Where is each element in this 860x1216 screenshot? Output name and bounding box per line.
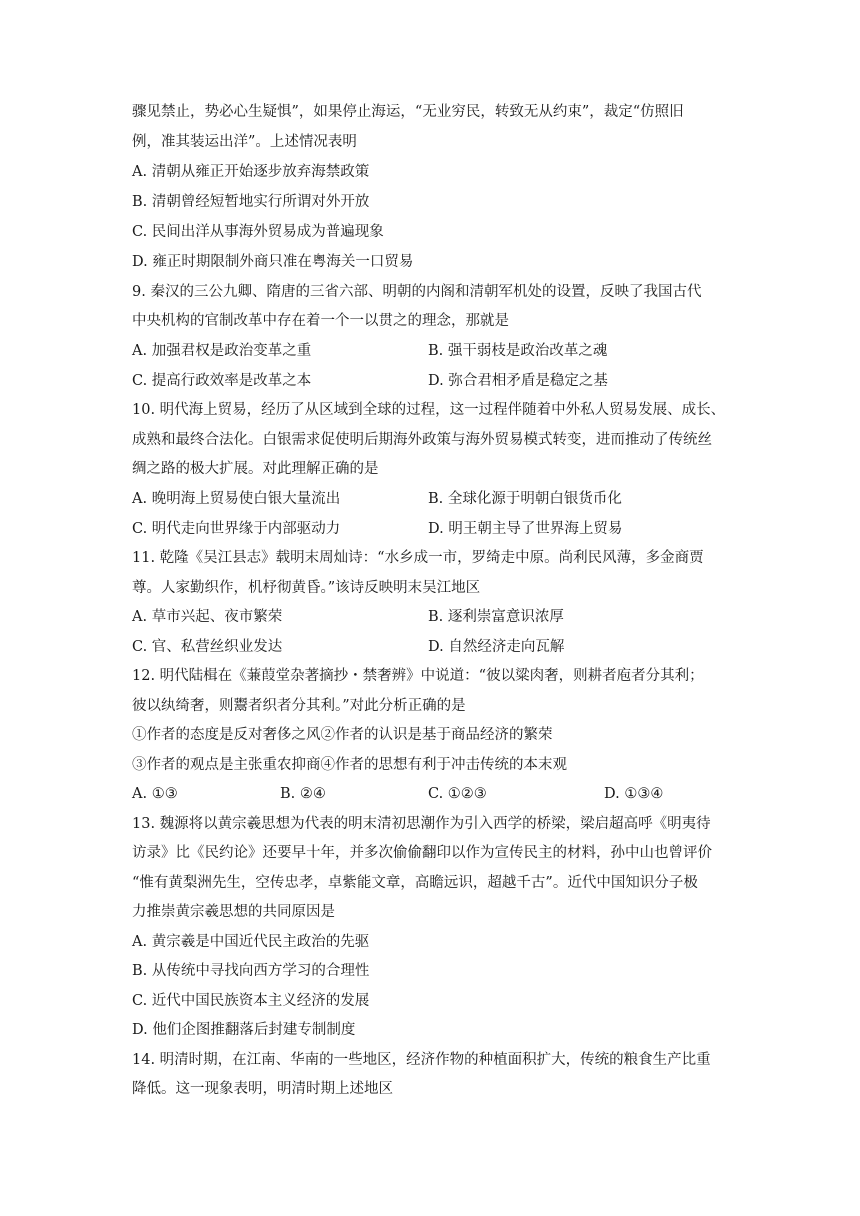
q13-stem-line-2: 访录》比《民约论》还要早十年，并多次偷偷翻印以作为宣传民主的材料，孙中山也曾评价	[132, 845, 712, 861]
q13-stem-line-4: 力推崇黄宗羲思想的共同原因是	[132, 904, 335, 920]
q13-stem-line-1: 13. 魏源将以黄宗羲思想为代表的明末清初思潮作为引入西学的桥梁，梁启超高呼《明夷待	[132, 816, 711, 832]
q8-option-b: B. 清朝曾经短暂地实行所谓对外开放	[132, 194, 370, 210]
q9-stem-line-2: 中央机构的官制改革中存在着一个一以贯之的理念，那就是	[132, 313, 509, 329]
q8-option-a: A. 清朝从雍正开始逐步放弃海禁政策	[132, 164, 370, 180]
q14-stem-line-2: 降低。这一现象表明，明清时期上述地区	[132, 1081, 393, 1097]
q10-option-a: A. 晚明海上贸易使白银大量流出	[132, 491, 341, 507]
q10-option-c: C. 明代走向世界缘于内部驱动力	[132, 521, 341, 537]
q12-statement-line-2: ③作者的观点是主张重农抑商④作者的思想有利于冲击传统的本末观	[132, 757, 567, 773]
q13-option-b: B. 从传统中寻找向西方学习的合理性	[132, 963, 370, 979]
q8-stem-line-1: 骤见禁止，势必心生疑惧”，如果停止海运，“无业穷民，转致无从约束”，裁定“仿照旧	[132, 104, 684, 120]
q12-stem-line-2: 彼以纨绮奢，则鬻者织者分其利。”对此分析正确的是	[132, 698, 466, 714]
q9-option-d: D. 弥合君相矛盾是稳定之基	[428, 373, 608, 389]
q11-stem-line-2: 尊。人家勤织作，机杼彻黄昏。”该诗反映明末吴江地区	[132, 580, 481, 596]
q12-option-d: D. ①③④	[604, 786, 664, 802]
q12-option-b: B. ②④	[280, 786, 326, 802]
q9-option-b: B. 强干弱枝是政治改革之魂	[428, 343, 608, 359]
q13-option-d: D. 他们企图推翻落后封建专制制度	[132, 1022, 356, 1038]
q11-option-a: A. 草市兴起、夜市繁荣	[132, 609, 283, 625]
q13-option-a: A. 黄宗羲是中国近代民主政治的先驱	[132, 934, 370, 950]
q10-stem-line-2: 成熟和最终合法化。白银需求促使明后期海外政策与海外贸易模式转变，进而推动了传统丝	[132, 432, 712, 448]
q11-option-b: B. 逐利崇富意识浓厚	[428, 609, 564, 625]
q11-stem-line-1: 11. 乾隆《吴江县志》载明末周灿诗：“水乡成一市，罗绮走中原。尚利民风薄，多金商贾	[132, 550, 704, 566]
q12-stem-line-1: 12. 明代陆楫在《蒹葭堂杂著摘抄・禁奢辨》中说道：“彼以粱肉奢，则耕者庖者分其利；	[132, 668, 704, 684]
q9-stem-line-1: 9. 秦汉的三公九卿、隋唐的三省六部、明朝的内阁和清朝军机处的设置，反映了我国古代	[132, 284, 702, 300]
q14-stem-line-1: 14. 明清时期，在江南、华南的一些地区，经济作物的种植面积扩大，传统的粮食生产比重	[132, 1052, 711, 1068]
q8-option-c: C. 民间出洋从事海外贸易成为普遍现象	[132, 224, 384, 240]
q9-option-c: C. 提高行政效率是改革之本	[132, 373, 312, 389]
q11-option-c: C. 官、私营丝织业发达	[132, 639, 283, 655]
q9-option-a: A. 加强君权是政治变革之重	[132, 343, 312, 359]
q8-option-d: D. 雍正时期限制外商只准在粤海关一口贸易	[132, 254, 414, 270]
q12-statement-line-1: ①作者的态度是反对奢侈之风②作者的认识是基于商品经济的繁荣	[132, 727, 553, 743]
q12-option-a: A. ①③	[132, 786, 178, 802]
q10-stem-line-1: 10. 明代海上贸易，经历了从区域到全球的过程，这一过程伴随着中外私人贸易发展、成长、	[132, 402, 726, 418]
q11-option-d: D. 自然经济走向瓦解	[428, 639, 565, 655]
q12-option-c: C. ①②③	[428, 786, 487, 802]
q13-option-c: C. 近代中国民族资本主义经济的发展	[132, 993, 370, 1009]
q10-stem-line-3: 绸之路的极大扩展。对此理解正确的是	[132, 461, 379, 477]
q10-option-b: B. 全球化源于明朝白银货币化	[428, 491, 622, 507]
q8-stem-line-2: 例，准其装运出洋”。上述情况表明	[132, 134, 357, 150]
q13-stem-line-3: “惟有黄梨洲先生，空传忠孝，卓紫能文章，高瞻远识，超越千古”。近代中国知识分子极	[132, 875, 698, 891]
q10-option-d: D. 明王朝主导了世界海上贸易	[428, 521, 623, 537]
